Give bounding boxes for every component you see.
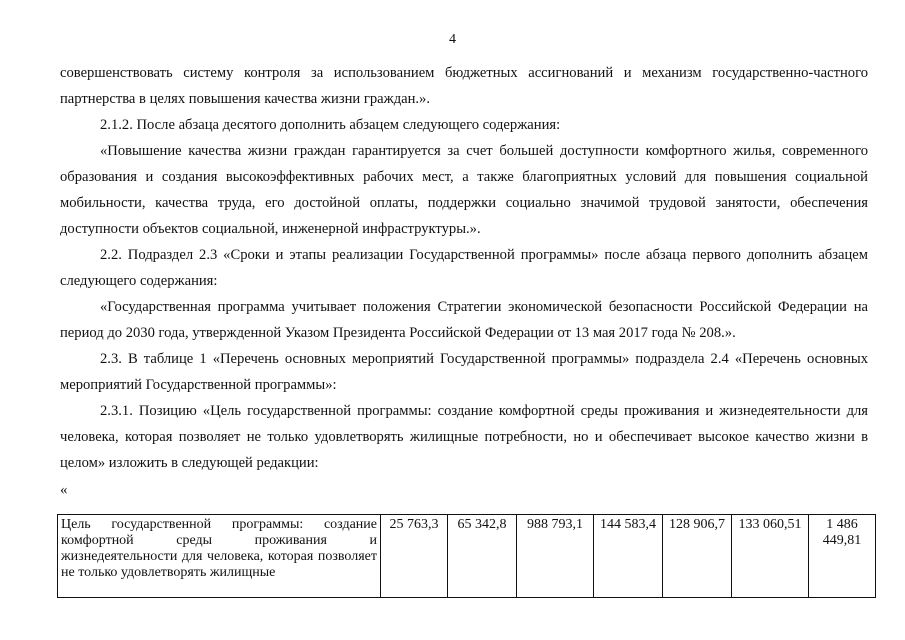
paragraph-3: «Повышение качества жизни граждан гарантируется за счет большей доступности комфортного жилья, современного образования и создания высокоэффективных рабочих мест, а также благоприятных условий для повышения социальной мобильности, качества труда, его достойной оплаты, поддержки социально значимой трудовой занятости, обеспечения доступности объектов социальной, инженерной инфраструктуры.». <box>60 143 868 237</box>
value-cell: 1 486 449,81 <box>809 515 876 598</box>
table-row <box>58 515 876 598</box>
value-cell: 988 793,1 <box>517 515 594 598</box>
value-cell: 133 060,51 <box>732 515 809 598</box>
paragraph-4: 2.2. Подраздел 2.3 «Сроки и этапы реализации Государственной программы» после абзаца первого дополнить абзацем следующего содержания: <box>60 247 868 289</box>
value-cell: 144 583,4 <box>594 515 663 598</box>
goal-cell: Цель государственной программы: создание комфортной среды проживания и жизнедеятельности для человека, которая позволяет не только удовлетворять жилищные <box>58 515 381 598</box>
value-cell: 128 906,7 <box>663 515 732 598</box>
page-number: 4 <box>449 32 456 47</box>
program-goal-table <box>57 514 876 598</box>
paragraph-7: 2.3.1. Позицию «Цель государственной программы: создание комфортной среды проживания и жизнедеятельности для человека, которая позволяет не только удовлетворять жилищные потребности, но и обеспечивает высокое качество жизни в целом» изложить в следующей редакции: <box>60 403 868 471</box>
paragraph-1: совершенствовать систему контроля за использованием бюджетных ассигнований и механизм государственно-частного партнерства в целях повышения качества жизни граждан.». <box>60 65 868 107</box>
paragraph-5: «Государственная программа учитывает положения Стратегии экономической безопасности Российской Федерации на период до 2030 года, утвержденной Указом Президента Российской Федерации от 13 мая 2017 года № 208.». <box>60 299 868 341</box>
value-cell: 25 763,3 <box>381 515 448 598</box>
paragraph-6: 2.3. В таблице 1 «Перечень основных мероприятий Государственной программы» подраздела 2.4 «Перечень основных мероприятий Государственной программы»: <box>60 351 868 393</box>
value-cell: 65 342,8 <box>448 515 517 598</box>
opening-quote-mark: « <box>60 482 68 498</box>
document-body <box>60 60 868 476</box>
paragraph-2: 2.1.2. После абзаца десятого дополнить абзацем следующего содержания: <box>100 117 561 133</box>
